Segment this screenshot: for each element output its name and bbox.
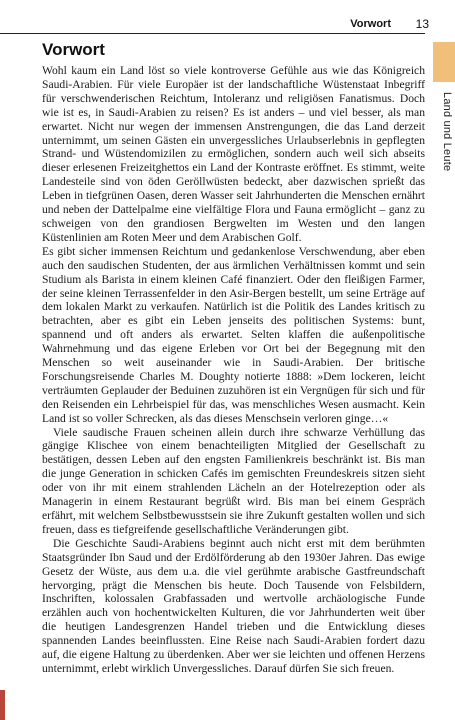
paragraph: Es gibt sicher immensen Reichtum und gedankenlose Verschwendung, aber eben auch den saudischen Studenten, der aus ärmlichen Verhältnissen kommt und sein Studium als Barista in einem kleinen Café finanziert. Oder den fleißigen Farmer, der seine kleinen Terrassenfelder in den Asir-Bergen bestellt, um seine Erträge auf dem lokalen Markt zu verkaufen. Natürlich ist die Politik des Landes kritisch zu betrachten, aber es gibt ein Leben jenseits des politischen Systems: bunt, spannend und oft anders als erwartet. Selten klaffen die außenpolitische Wahrnehmung und das eigene Erleben vor Ort bei der Begegnung mit den Menschen so weit auseinander wie in Saudi-Arabien. Der britische Forschungsreisende Charles M. Doughty notierte 1888: »Dem lockeren, leicht verträumten Geplauder der Beduinen zuzuhören ist ein Vergnügen für sich und für den Reisenden ein Lehrbeispiel für das, was menschliches Wesen ausmacht. Kein Land ist so voller Schrecken, als das dieses Menschsein verloren ginge…«	[42, 244, 425, 425]
running-header	[0, 0, 455, 32]
paragraph: Viele saudische Frauen scheinen allein durch ihre schwarze Verhüllung das gängige Klischee von einem benachteiligten Mitglied der Gesellschaft zu bestätigen, dessen Leben auf den engsten Familienkreis beschränkt ist. Bis man die junge Generation in schicken Cafés im gemischten Freundeskreis sitzen sieht oder von ihr mit einem strahlenden Lächeln an der Hotelrezeption oder als Managerin in einem Restaurant begrüßt wird. Bis man bei einem Gespräch erfährt, mit welchem Selbstbewusstsein sie ihre Zukunft gestalten wollen und sich freuen, dass es tiefgreifende gesellschaftliche Veränderungen gibt.	[42, 425, 425, 536]
page-edge-strip	[0, 690, 5, 720]
paragraph: Wohl kaum ein Land löst so viele kontroverse Gefühle aus wie das Königreich Saudi-Arabien. Für viele Europäer ist der landschaftliche Wüstenstaat Inbegriff für verschwenderischen Reichtum, Intoleranz und religiösen Fanatismus. Doch wie ist es, in Saudi-Arabien zu reisen? Es ist anders – und viel besser, als man erwartet. Nicht nur wegen der immensen Anstrengungen, die das Land derzeit unternimmt, um seinen Gästen ein unvergessliches Urlaubserlebnis in gepflegten Strand- und Wüstendomizilen zu ermöglichen, sondern auch weil sich abseits dieser erlesenen Freizeitghettos ein Land der Kontraste eröffnet. Es stimmt, weite Landesteile sind von öden Geröllwüsten bedeckt, aber dazwischen sprießt das Leben in tiefgrünen Oasen, deren Wasser seit Jahrhunderten die Menschen ernährt und neben der Dattelpalme eine vielfältige Flora und Fauna ermöglicht – ganz zu schweigen von den grandiosen Bergwelten im Westen und den langen Küstenlinien am Roten Meer und dem Arabischen Golf.	[42, 64, 425, 244]
header-rule	[0, 33, 425, 34]
chapter-side-label: Land und Leute	[441, 92, 453, 172]
page-title: Vorwort	[42, 40, 105, 59]
body-text	[42, 64, 425, 676]
header-section-title: Vorwort	[350, 18, 391, 30]
page-number: 13	[415, 17, 429, 31]
paragraph: Die Geschichte Saudi-Arabiens beginnt auch nicht erst mit dem berühmten Staatsgründer Ibn Saud und der Erdölförderung ab den 1930er Jahren. Das ewige Gesetz der Wüste, aus dem u.a. die viel gerühmte arabische Gastfreundschaft hervorging, prägt die Menschen bis heute. Doch Tausende von Felsbildern, Inschriften, kolossalen Grabfassaden und wertvolle archäologische Funde erzählen auch von hochentwickelten Kulturen, die vor Jahrhunderten weit über die heutigen Landesgrenzen Handel trieben und die Entwicklung dieses spannenden Landes beeinflussten. Eine Reise nach Saudi-Arabien fordert dazu auf, die eigene Haltung zu überdenken. Aber wer sie leichten und offenen Herzens unternimmt, erlebt wirklich Unvergessliches. Darauf dürfen Sie sich freuen.	[42, 536, 425, 675]
chapter-tab-marker	[433, 42, 455, 82]
